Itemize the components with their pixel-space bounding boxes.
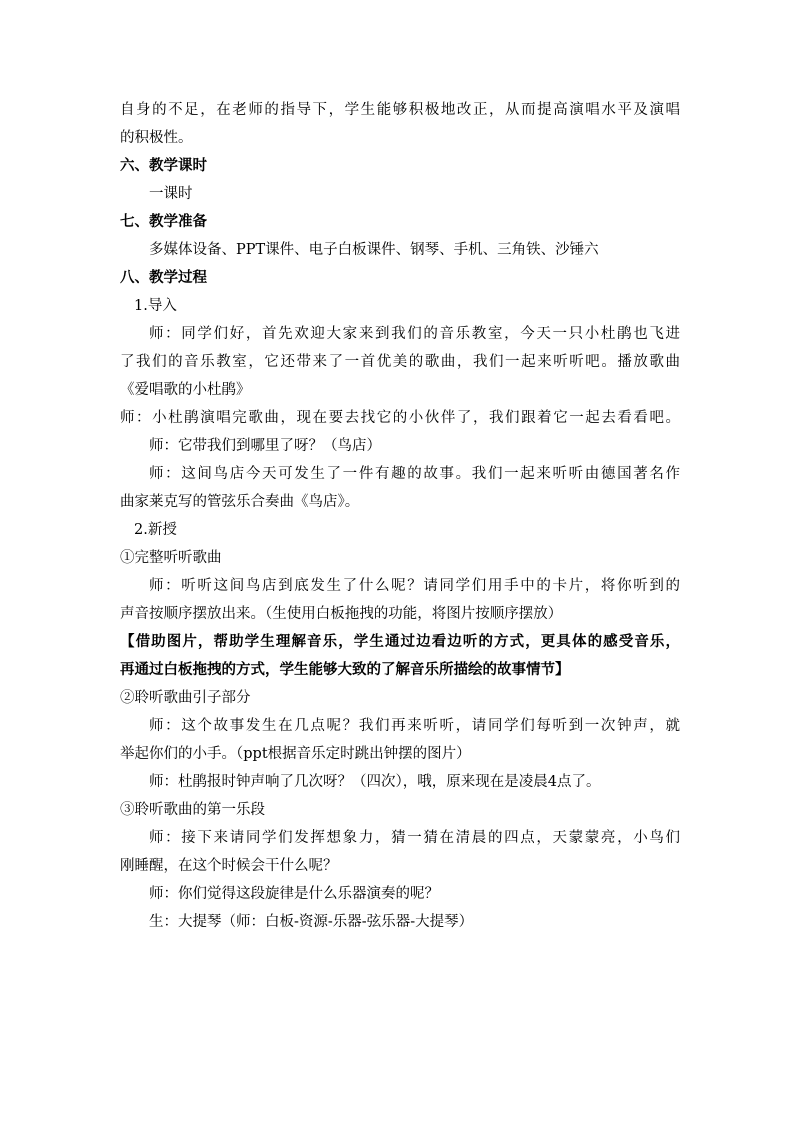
paragraph-line: 了我们的音乐教室，它还带来了一首优美的歌曲，我们一起来听听吧。播放歌曲	[120, 354, 680, 370]
paragraph-line: 师：你们觉得这段旋律是什么乐器演奏的呢？	[149, 886, 439, 902]
paragraph-line: 举起你们的小手。（ppt根据音乐定时跳出钟摆的图片）	[120, 746, 471, 762]
paragraph-line: 师：小杜鹃演唱完歌曲，现在要去找它的小伙伴了，我们跟着它一起去看看吧。	[120, 410, 680, 426]
paragraph-line: 自身的不足，在老师的指导下，学生能够积极地改正，从而提高演唱水平及演唱	[120, 102, 680, 118]
document-body	[120, 96, 680, 936]
paragraph-line: 生：大提琴（师：白板-资源-乐器-弦乐器-大提琴）	[149, 914, 474, 930]
paragraph-line: 师：同学们好，首先欢迎大家来到我们的音乐教室，今天一只小杜鹃也飞进	[149, 326, 680, 342]
paragraph-line: 的积极性。	[120, 130, 193, 146]
paragraph-line: 刚睡醒，在这个时候会干什么呢？	[120, 858, 338, 874]
list-item-heading: ③聆听歌曲的第一乐段	[120, 802, 265, 818]
subsection-heading: 1.导入	[134, 298, 177, 314]
paragraph-line: 师：这个故事发生在几点呢？我们再来听听，请同学们每听到一次钟声，就	[149, 718, 680, 734]
list-item-heading: ①完整听听歌曲	[120, 550, 222, 566]
list-item-heading: ②聆听歌曲引子部分	[120, 690, 251, 706]
paragraph-line: 师：听听这间鸟店到底发生了什么呢？请同学们用手中的卡片，将你听到的	[149, 578, 680, 594]
section-heading: 七、教学准备	[120, 213, 207, 230]
section-heading: 六、教学课时	[120, 157, 207, 174]
paragraph-line: 师：这间鸟店今天可发生了一件有趣的故事。我们一起来听听由德国著名作	[149, 466, 680, 482]
note-line: 【借助图片，帮助学生理解音乐，学生通过边看边听的方式，更具体的感受音乐，	[120, 633, 680, 650]
paragraph-line: 《爱唱歌的小杜鹃》	[120, 382, 251, 398]
section-heading: 八、教学过程	[120, 269, 207, 286]
paragraph-line: 师：接下来请同学们发挥想象力，猜一猜在清晨的四点，天蒙蒙亮，小鸟们	[149, 830, 680, 846]
paragraph-line: 师：杜鹃报时钟声响了几次呀？（四次），哦，原来现在是凌晨4点了。	[149, 774, 601, 790]
paragraph-line: 师：它带我们到哪里了呀？（鸟店）	[149, 438, 381, 454]
paragraph-line: 一课时	[149, 186, 193, 202]
paragraph-line: 曲家莱克写的管弦乐合奏曲《鸟店》。	[120, 494, 360, 510]
paragraph-line: 多媒体设备、PPT课件、电子白板课件、钢琴、手机、三角铁、沙锤六	[149, 242, 599, 258]
note-line: 再通过白板拖拽的方式，学生能够大致的了解音乐所描绘的故事情节】	[120, 661, 570, 678]
subsection-heading: 2.新授	[134, 522, 177, 538]
paragraph-line: 声音按顺序摆放出来。（生使用白板拖拽的功能，将图片按顺序摆放）	[120, 606, 563, 622]
